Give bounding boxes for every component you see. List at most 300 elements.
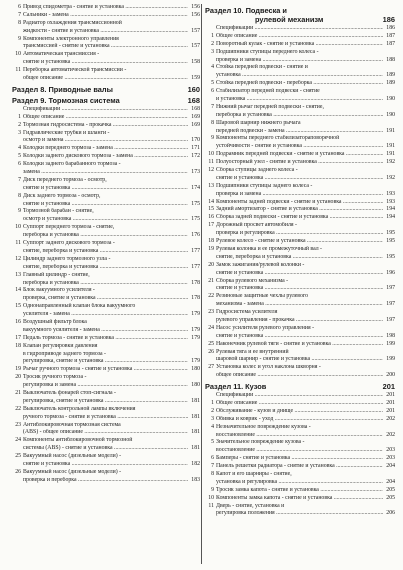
entry-title: Спецификации .....	[216, 392, 383, 400]
entry-number: 12	[15, 255, 21, 262]
entry-page-number: 158	[188, 59, 200, 67]
entry-page-number: 156	[188, 12, 200, 20]
toc-entry[interactable]	[12, 335, 200, 343]
toc-entry-continuation[interactable]	[12, 461, 200, 469]
toc-entry-continuation[interactable]	[12, 169, 200, 177]
toc-entry-continuation[interactable]	[12, 351, 200, 359]
toc-entry[interactable]	[205, 349, 395, 357]
entry-title: проверка и регулировка .....	[216, 230, 383, 238]
section-heading[interactable]	[12, 85, 200, 94]
toc-entry-continuation[interactable]	[205, 175, 395, 183]
entry-title: общее описание .....	[23, 75, 188, 83]
entry-number: 10	[208, 151, 214, 158]
entry-title: Капот и его шарниры - снятие,	[216, 470, 292, 477]
entry-title: Спецификации .....	[23, 106, 188, 114]
entry-page-number: 177	[188, 264, 200, 272]
entry-page-number: 179	[188, 335, 200, 343]
entry-title: Дорожный просвет автомобиля -	[216, 222, 297, 229]
toc-entry[interactable]	[205, 183, 395, 191]
entry-page-number: 195	[383, 230, 395, 238]
entry-title: Общее описание .....	[216, 33, 383, 41]
toc-entry[interactable]	[205, 471, 395, 479]
toc-entry[interactable]	[205, 364, 395, 372]
section-heading[interactable]	[12, 96, 200, 105]
entry-page-number: 181	[188, 445, 200, 453]
entry-title: Компоненты переднего стабилизатораповоречной	[216, 135, 340, 142]
toc-entry[interactable]	[205, 41, 395, 49]
toc-entry[interactable]	[12, 36, 200, 44]
entry-number: 8	[18, 19, 21, 26]
entry-title: Нижний рычаг передней подвески - снятие,	[216, 103, 324, 110]
entry-number: 5	[18, 153, 21, 160]
toc-entry[interactable]	[205, 80, 395, 88]
toc-entry[interactable]	[12, 256, 200, 264]
entry-number: 4	[211, 64, 214, 71]
entry-page-number: 172	[188, 153, 200, 161]
toc-entry[interactable]	[205, 238, 395, 246]
toc-entry[interactable]	[205, 151, 395, 159]
entry-title: Полуосторный узел - снятие и установка .....	[216, 159, 383, 167]
toc-entry-continuation[interactable]	[205, 356, 395, 364]
entry-title: снятие, переборка и установка .....	[23, 264, 188, 272]
toc-entry[interactable]	[12, 51, 200, 59]
entry-page-number: 197	[383, 285, 395, 293]
section-title: Раздел 11. Кузов	[205, 382, 267, 392]
toc-entry-continuation[interactable]	[12, 429, 200, 437]
toc-entry[interactable]	[205, 439, 395, 447]
toc-entry-continuation[interactable]	[12, 201, 200, 209]
entry-number: 18	[208, 238, 214, 245]
toc-entry-continuation[interactable]	[12, 185, 200, 193]
toc-entry[interactable]	[12, 287, 200, 295]
entry-title: Суппорт переднего тормоза - снятие,	[23, 224, 115, 231]
entry-title: Резиновые защитные чехлы рулевого	[216, 293, 309, 300]
entry-page-number: 169	[188, 122, 200, 130]
toc-entry[interactable]	[205, 246, 395, 254]
entry-title: и установка .....	[216, 96, 383, 104]
toc-entry[interactable]	[12, 422, 200, 430]
entry-title: Компоненты электронного управления	[23, 35, 119, 42]
entry-page-number: 204	[383, 479, 395, 487]
toc-entry-continuation[interactable]	[205, 96, 395, 104]
entry-title: Цилиндр заднего тормозного узла -	[23, 255, 111, 262]
toc-entry-continuation[interactable]	[12, 43, 200, 51]
entry-page-number: 201	[383, 392, 395, 400]
entry-number: 5	[211, 80, 214, 87]
entry-number: 7	[211, 463, 214, 470]
entry-number: 13	[15, 271, 21, 278]
toc-entry[interactable]	[12, 406, 200, 414]
entry-number: 4	[18, 145, 21, 152]
toc-entry[interactable]	[12, 12, 200, 20]
entry-title: Тросик замка капота - снятие и установка .....	[216, 487, 383, 495]
entry-number: 6	[18, 161, 21, 168]
toc-entry[interactable]	[205, 503, 395, 511]
toc-entry-continuation[interactable]	[205, 230, 395, 238]
entry-title: устойчивости - снятие и установка .....	[216, 143, 383, 151]
entry-number: 27	[208, 364, 214, 371]
entry-title: Рулевая тяга и ее внутренний	[216, 348, 289, 355]
entry-page-number: 193	[383, 191, 395, 199]
toc-entry-continuation[interactable]	[205, 317, 395, 325]
entry-title: Рулевое колесо - снятие и установка .....	[216, 238, 383, 246]
toc-entry[interactable]	[205, 167, 395, 175]
entry-title: Главный цилиндр - снятие,	[23, 271, 90, 278]
toc-entry[interactable]	[205, 262, 395, 270]
toc-entry-continuation[interactable]	[205, 372, 395, 380]
entry-title: Обивка и коврик - уход .....	[216, 416, 383, 424]
entry-title: Воздушный фильтр блока	[23, 318, 87, 325]
entry-page-number: 181	[188, 398, 200, 406]
toc-entry[interactable]	[205, 64, 395, 72]
entry-page-number: 189	[383, 80, 395, 88]
toc-entry-continuation[interactable]	[205, 479, 395, 487]
entry-title: Гидросистема усилителя	[216, 309, 278, 316]
toc-entry[interactable]	[205, 309, 395, 317]
entry-page-number: 181	[188, 429, 200, 437]
toc-entry[interactable]	[12, 366, 200, 374]
entry-number: 10	[15, 224, 21, 231]
entry-number: 11	[15, 240, 21, 247]
entry-page-number: 197	[383, 317, 395, 325]
entry-title: рулевого управления - прокачка .....	[216, 317, 383, 325]
toc-entry[interactable]	[205, 495, 395, 503]
toc-entry[interactable]	[205, 463, 395, 471]
toc-entry[interactable]	[12, 122, 200, 130]
toc-entry-continuation[interactable]	[205, 191, 395, 199]
entry-number: 22	[15, 405, 21, 412]
toc-entry-continuation[interactable]	[12, 248, 200, 256]
entry-page-number: 205	[383, 495, 395, 503]
entry-page-number: 175	[188, 216, 200, 224]
entry-title: Тормозной барабан - снятие,	[23, 208, 94, 215]
toc-entry[interactable]	[205, 341, 395, 349]
entry-page-number: 182	[188, 461, 200, 469]
toc-entry[interactable]	[205, 88, 395, 96]
entry-title: Стойка передней подвески - снятие и	[216, 64, 308, 71]
entry-page-number: 195	[383, 254, 395, 262]
entry-page-number: 188	[383, 57, 395, 65]
column-divider	[201, 4, 202, 564]
entry-title: снятие и установка .....	[216, 285, 383, 293]
toc-entry-continuation[interactable]	[205, 285, 395, 293]
entry-title: Радиатор охлаждения трансмиссионной	[23, 19, 122, 26]
section-heading[interactable]	[205, 382, 395, 391]
toc-column-right	[205, 4, 395, 518]
entry-title: Установка колес и угол наклона шкворня -	[216, 364, 321, 371]
toc-entry-continuation[interactable]	[205, 270, 395, 278]
entry-title: Сборка задней подвески - снятие и установка .....	[216, 214, 383, 222]
entry-page-number: 196	[383, 270, 395, 278]
toc-entry[interactable]	[12, 153, 200, 161]
entry-page-number: 180	[188, 382, 200, 390]
entry-title: общее описание .....	[216, 372, 383, 380]
toc-entry-continuation[interactable]	[205, 392, 395, 400]
toc-entry-continuation[interactable]	[205, 254, 395, 262]
toc-entry-continuation[interactable]	[12, 398, 200, 406]
entry-number: 1	[211, 399, 214, 406]
toc-entry[interactable]	[12, 208, 200, 216]
toc-entry-continuation[interactable]	[12, 264, 200, 272]
entry-page-number: 203	[383, 455, 395, 463]
entry-title: Подшипники ступицы заднего колеса -	[216, 182, 313, 189]
entry-title: регулировка и замена .....	[23, 382, 188, 390]
toc-entry[interactable]	[205, 408, 395, 416]
entry-title: Колодки заднего дискового тормоза - замена .....	[23, 153, 188, 161]
toc-entry-continuation[interactable]	[12, 445, 200, 453]
toc-column-left	[12, 4, 200, 485]
toc-entry[interactable]	[12, 469, 200, 477]
toc-entry-continuation[interactable]	[205, 72, 395, 80]
entry-title: Дверь - снятие, установка и	[216, 502, 285, 509]
toc-entry[interactable]	[12, 114, 200, 122]
entry-number: 7	[211, 103, 214, 110]
entry-number: 9	[211, 135, 214, 142]
entry-title: Колодки заднего барабанного тормоза -	[23, 161, 121, 168]
toc-entry-continuation[interactable]	[12, 75, 200, 83]
toc-entry[interactable]	[12, 4, 200, 12]
toc-entry-continuation[interactable]	[205, 25, 395, 33]
toc-entry[interactable]	[205, 199, 395, 207]
entry-page-number: 199	[383, 356, 395, 364]
toc-entry-continuation[interactable]	[12, 382, 200, 390]
toc-entry-continuation[interactable]	[12, 232, 200, 240]
toc-entry[interactable]	[12, 437, 200, 445]
toc-entry-continuation[interactable]	[12, 327, 200, 335]
toc-entry[interactable]	[205, 455, 395, 463]
toc-entry-continuation[interactable]	[12, 28, 200, 36]
entry-page-number: 206	[383, 510, 395, 518]
toc-entry[interactable]	[12, 177, 200, 185]
entry-title: Тормозная гидросистема - прокачка .....	[23, 122, 188, 130]
entry-title: Тросик ручного тормоза -	[23, 374, 87, 381]
entry-title: Подрамник передней подвески - снятие и установка .....	[216, 151, 383, 159]
entry-title: Задний амортизатор - снятие и установка .....	[216, 206, 383, 214]
section-page-number: 160	[187, 84, 200, 94]
section-heading[interactable]	[205, 6, 395, 24]
entry-number: 11	[208, 502, 214, 509]
entry-page-number: 197	[383, 301, 395, 309]
entry-title: проверка и замена .....	[216, 191, 383, 199]
entry-number: 1	[18, 113, 21, 120]
toc-entry[interactable]	[12, 272, 200, 280]
entry-title: Диск переднего тормоза - осмотр,	[23, 176, 107, 183]
entry-page-number: 203	[383, 447, 395, 455]
entry-title: проверка, снятие и установка .....	[23, 295, 188, 303]
toc-entry[interactable]	[12, 374, 200, 382]
toc-entry[interactable]	[12, 319, 200, 327]
entry-page-number: 190	[383, 96, 395, 104]
toc-entry-continuation[interactable]	[205, 128, 395, 136]
toc-entry-continuation[interactable]	[12, 358, 200, 366]
entry-title: Антиблокировочная тормозная система	[23, 421, 121, 428]
entry-title: переборка и установка .....	[23, 280, 188, 288]
entry-page-number: 187	[383, 33, 395, 41]
toc-entry[interactable]	[12, 67, 200, 75]
toc-entry[interactable]	[205, 400, 395, 408]
entry-title: трансмиссией - снятие и установка .....	[23, 43, 188, 51]
entry-title: регулировка, снятие и установка .....	[23, 398, 188, 406]
entry-title: установка .....	[216, 72, 383, 80]
entry-number: 25	[208, 340, 214, 347]
entry-title: Незначительное повреждение кузова -	[216, 423, 311, 430]
toc-entry-continuation[interactable]	[12, 216, 200, 224]
section-title-line2: рулевой механизм	[255, 15, 324, 24]
toc-entry[interactable]	[205, 120, 395, 128]
entry-page-number: 156	[188, 4, 200, 12]
entry-number: 8	[211, 470, 214, 477]
entry-title: шаровой шарнир - снятие и установка .....	[216, 356, 383, 364]
entry-number: 16	[15, 318, 21, 325]
toc-entry[interactable]	[205, 206, 395, 214]
entry-page-number: 179	[188, 311, 200, 319]
entry-page-number: 179	[188, 358, 200, 366]
entry-page-number: 204	[383, 463, 395, 471]
entry-title: снятие и установка .....	[216, 333, 383, 341]
entry-number: 21	[15, 389, 21, 396]
entry-title: Выключатель контрольной лампы включения	[23, 405, 136, 412]
toc-entry-continuation[interactable]	[12, 414, 200, 422]
toc-entry-continuation[interactable]	[205, 333, 395, 341]
toc-entry-continuation[interactable]	[12, 295, 200, 303]
entry-title: (ABS) - общее описание .....	[23, 429, 188, 437]
toc-entry-continuation[interactable]	[12, 137, 200, 145]
entry-title: вакуумного усилителя - замена .....	[23, 327, 188, 335]
entry-title: Насос усилителя рулевого управления -	[216, 324, 315, 331]
entry-number: 7	[18, 176, 21, 183]
entry-title: Стабилизатор передней подвески - снятие	[216, 88, 320, 95]
entry-number: 26	[15, 468, 21, 475]
toc-entry-continuation[interactable]	[12, 59, 200, 67]
entry-number: 10	[15, 51, 21, 58]
entry-page-number: 157	[188, 43, 200, 51]
entry-number: 6	[18, 4, 21, 10]
toc-entry[interactable]	[12, 161, 200, 169]
toc-entry[interactable]	[12, 453, 200, 461]
entry-number: 3	[211, 415, 214, 422]
toc-entry-continuation[interactable]	[205, 301, 395, 309]
entry-page-number: 179	[188, 327, 200, 335]
entry-page-number: 183	[188, 477, 200, 485]
entry-number: 8	[18, 192, 21, 199]
toc-entry-continuation[interactable]	[205, 112, 395, 120]
entry-number: 13	[208, 182, 214, 189]
entry-number: 5	[211, 439, 214, 446]
entry-title: Значительное повреждение кузова -	[216, 439, 305, 446]
entry-page-number: 170	[188, 137, 200, 145]
entry-number: 11	[208, 159, 214, 166]
toc-entry[interactable]	[12, 130, 200, 138]
section-page-number: 168	[187, 95, 200, 105]
entry-title: Сборка ступицы заднего колеса -	[216, 167, 298, 174]
entry-page-number: 157	[188, 28, 200, 36]
toc-entry-continuation[interactable]	[205, 432, 395, 440]
toc-entry[interactable]	[12, 303, 200, 311]
entry-number: 6	[211, 88, 214, 95]
toc-entry-continuation[interactable]	[205, 143, 395, 151]
toc-entry[interactable]	[205, 416, 395, 424]
toc-entry-continuation[interactable]	[12, 280, 200, 288]
toc-entry-continuation[interactable]	[205, 57, 395, 65]
entry-number: 3	[211, 48, 214, 55]
toc-entry[interactable]	[205, 214, 395, 222]
entry-title: осмотр и замена .....	[23, 137, 188, 145]
entry-number: 14	[208, 198, 214, 205]
entry-title: Переборка автоматической трансмиссии -	[23, 67, 127, 74]
entry-title: проверка и переборка .....	[23, 477, 188, 485]
entry-title: переборка и установка .....	[23, 232, 188, 240]
entry-title: Подшипники ступицы переднего колеса -	[216, 48, 319, 55]
toc-entry[interactable]	[205, 325, 395, 333]
toc-entry[interactable]	[205, 293, 395, 301]
toc-entry-continuation[interactable]	[12, 477, 200, 485]
entry-number: 18	[15, 342, 21, 349]
entry-title: Рычаг ручного тормоза - снятие и установка .....	[23, 366, 188, 374]
entry-number: 1	[211, 32, 214, 39]
toc-entry-continuation[interactable]	[12, 311, 200, 319]
entry-title: снятие и установка .....	[23, 59, 188, 67]
entry-title: Диск заднего тормоза - осмотр,	[23, 192, 101, 199]
toc-entry[interactable]	[205, 222, 395, 230]
toc-entry[interactable]	[12, 390, 200, 398]
entry-title: замена .....	[23, 169, 188, 177]
toc-entry[interactable]	[205, 278, 395, 286]
entry-number: 4	[211, 423, 214, 430]
entry-page-number: 194	[383, 206, 395, 214]
entry-title: снятие и установка .....	[216, 175, 383, 183]
toc-entry[interactable]	[205, 135, 395, 143]
entry-title: снятие, переборка и установка .....	[23, 248, 188, 256]
toc-entry[interactable]	[12, 224, 200, 232]
toc-entry[interactable]	[205, 33, 395, 41]
toc-entry[interactable]	[205, 487, 395, 495]
section-title: Раздел 10. Подвеска и	[205, 6, 287, 15]
entry-page-number: 178	[188, 280, 200, 288]
toc-entry[interactable]	[205, 104, 395, 112]
toc-entry[interactable]	[205, 159, 395, 167]
toc-entry[interactable]	[205, 424, 395, 432]
toc-entry-continuation[interactable]	[205, 447, 395, 455]
entry-page-number: 194	[383, 214, 395, 222]
toc-entry[interactable]	[205, 49, 395, 57]
entry-page-number: 191	[383, 128, 395, 136]
toc-entry-continuation[interactable]	[205, 510, 395, 518]
entry-page-number: 159	[188, 75, 200, 83]
entry-title: снятие и установка .....	[23, 185, 188, 193]
entry-title: Наконечник рулевой тяги - снятие и установка .....	[216, 341, 383, 349]
entry-title: Компоненты антиблокировочной тормозной	[23, 437, 133, 444]
entry-page-number: 201	[383, 400, 395, 408]
entry-page-number: 177	[188, 248, 200, 256]
entry-page-number: 202	[383, 416, 395, 424]
toc-entry[interactable]	[12, 193, 200, 201]
toc-entry[interactable]	[12, 20, 200, 28]
entry-page-number: 198	[383, 333, 395, 341]
entry-title: Однонаправленный клапан блока вакуумного	[23, 303, 136, 310]
entry-number: 17	[208, 222, 214, 229]
entry-page-number: 200	[383, 372, 395, 380]
entry-page-number: 192	[383, 159, 395, 167]
toc-entry[interactable]	[12, 145, 200, 153]
entry-number: 2	[211, 40, 214, 47]
entry-title: осмотр и установка .....	[23, 216, 188, 224]
toc-entry-continuation[interactable]	[12, 106, 200, 114]
entry-number: 25	[15, 453, 21, 460]
entry-number: 26	[208, 348, 214, 355]
toc-entry[interactable]	[12, 343, 200, 351]
toc-entry[interactable]	[12, 240, 200, 248]
entry-title: проверка и замена .....	[216, 57, 383, 65]
